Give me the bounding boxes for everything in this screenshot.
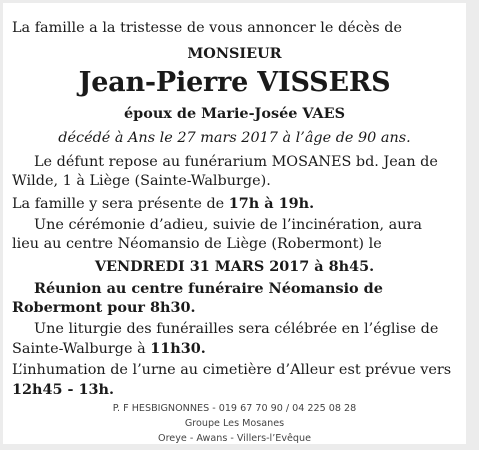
repose-line-1: Le défunt repose au funérarium MOSANES bd. Jean de (34, 154, 438, 170)
reunion-line-2: Robermont pour 8h30. (12, 299, 196, 316)
funeral-home-group: Groupe Les Mosanes (184, 418, 285, 429)
spouse-line: époux de Marie-Josée VAES (124, 105, 345, 122)
liturgy-time: 11h30. (150, 340, 206, 357)
funeral-home-contact: P. F HESBIGNONNES - 019 67 70 90 / 04 225 08 28 (112, 403, 357, 414)
honorific: MONSIEUR (187, 45, 282, 62)
liturgy-line-2-text: Sainte-Walburge à (12, 341, 151, 357)
inhumation-time: 12h45 - 13h. (12, 381, 115, 398)
ceremony-line-1: Une cérémonie d’adieu, suivie de l’incinération, aura (34, 217, 422, 233)
funeral-home-locations: Oreye - Awans - Villers-l’Evêque (158, 433, 311, 444)
intro-text: La famille a la tristesse de vous annoncer le décès de (12, 20, 402, 36)
repose-line-2: Wilde, 1 à Liège (Sainte-Walburge). (12, 173, 271, 189)
family-presence (12, 194, 467, 214)
ceremony-date: VENDREDI 31 MARS 2017 à 8h45. (94, 258, 375, 275)
death-info: décédé à Ans le 27 mars 2017 à l’âge de 90 ans. (58, 130, 411, 146)
obituary-notice (3, 3, 466, 444)
liturgy-line-1: Une liturgie des funérailles sera célébrée en l’église de (34, 321, 439, 337)
deceased-name: Jean-Pierre VISSERS (78, 67, 391, 98)
family-presence-time: 17h à 19h. (228, 195, 315, 212)
reunion-line-1: Réunion au centre funéraire Néomansio de (34, 280, 383, 297)
ceremony-line-2: lieu au centre Néomansio de Liège (Robermont) le (12, 236, 382, 252)
liturgy-line-2 (12, 339, 467, 359)
inhumation-line-1: L’inhumation de l’urne au cimetière d’Alleur est prévue vers (12, 362, 452, 378)
family-presence-text: La famille y sera présente de (12, 196, 229, 212)
